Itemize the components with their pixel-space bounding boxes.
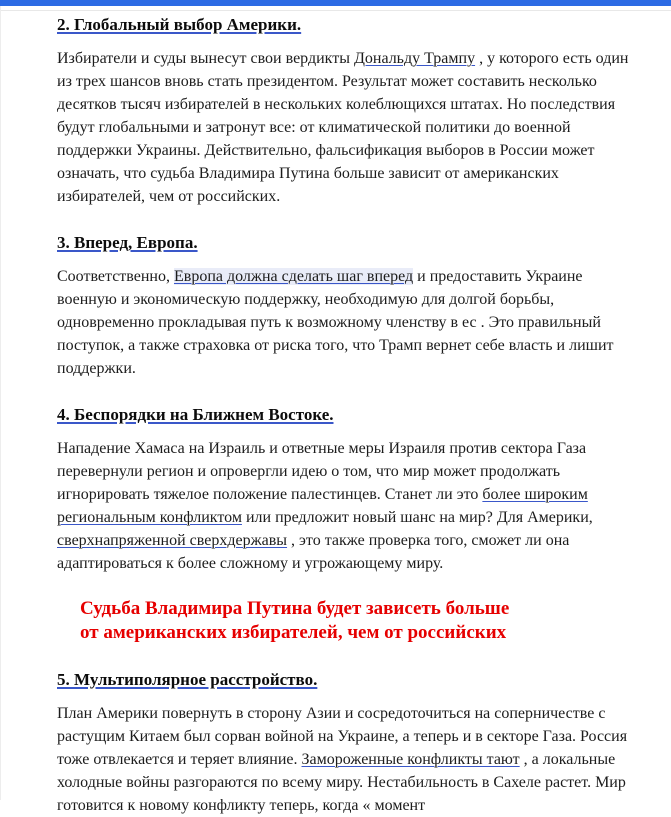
text-segment: и предоставить Украине военную и экономическую поддержку, необходимую для долгой борьбы, одновременно прокладывая путь к возможному членству в ес . Это правильный поступок, а также страховка от риска того, что Трамп вернет себе власть и лишит поддержки. (57, 268, 614, 377)
section-heading-link[interactable]: 4. Беспорядки на Ближнем Востоке. (57, 405, 334, 424)
body-paragraph (57, 47, 633, 208)
inline-link[interactable]: Замороженные конфликты тают (301, 751, 520, 768)
pull-quote: Судьба Владимира Путина будет зависеть больше от американских избирателей, чем от российских (80, 598, 510, 643)
text-segment: или предложит новый шанс на мир? Для Америки, (241, 509, 593, 526)
text-segment: , у которого есть один из трех шансов вновь стать президентом. Результат может составить несколько десятков тысяч избирателей в нескольких колеблющихся штатах. Но последствия будут глобальными и затронут все: от климатической политики до военной поддержки Украины. Действительно, фальсификация выборов в России может означать, что судьба Владимира Путина больше зависит от американских избирателей, чем от российских. (57, 50, 629, 205)
inline-link-highlighted[interactable]: Европа должна сделать шаг вперед (173, 268, 414, 285)
inline-link[interactable]: сверхнапряженной сверхдержавы (57, 532, 288, 549)
text-segment: Соответственно, (57, 268, 174, 285)
body-paragraph (57, 437, 633, 575)
section-heading-link[interactable]: 3. Вперед, Европа. (57, 233, 198, 252)
body-paragraph (57, 265, 633, 380)
text-segment: , а локальные холодные войны разгораются по всему миру. Нестабильность в Сахеле растет. Мир готовится к новому конфликту теперь, когда « момент (57, 751, 626, 814)
inline-link[interactable]: более широким региональным конфликтом (57, 486, 588, 526)
inline-link[interactable]: Дональду Трампу (353, 50, 476, 67)
article-body (0, 11, 671, 817)
text-segment: План Америки повернуть в сторону Азии и сосредоточиться на соперничестве с растущим Китаем был сорван войной на Украине, а теперь и в секторе Газа. Россия тоже отвлекается и теряет влияние. (57, 705, 628, 768)
section-heading-link[interactable]: 5. Мультиполярное расстройство. (57, 670, 318, 689)
text-segment: Нападение Хамаса на Израиль и ответные меры Израиля против сектора Газа перевернули регион и опровергли идею о том, что мир может продолжать игнорировать тяжелое положение палестинцев. Станет ли это (57, 440, 587, 503)
section-heading-link[interactable]: 2. Глобальный выбор Америки. (57, 15, 302, 34)
top-accent-bar (0, 0, 671, 6)
text-segment: Избиратели и суды вынесут свои вердикты (57, 50, 354, 67)
text-segment: , это также проверка того, сможет ли она адаптироваться к более сложному и угрожающему миру. (57, 532, 570, 572)
